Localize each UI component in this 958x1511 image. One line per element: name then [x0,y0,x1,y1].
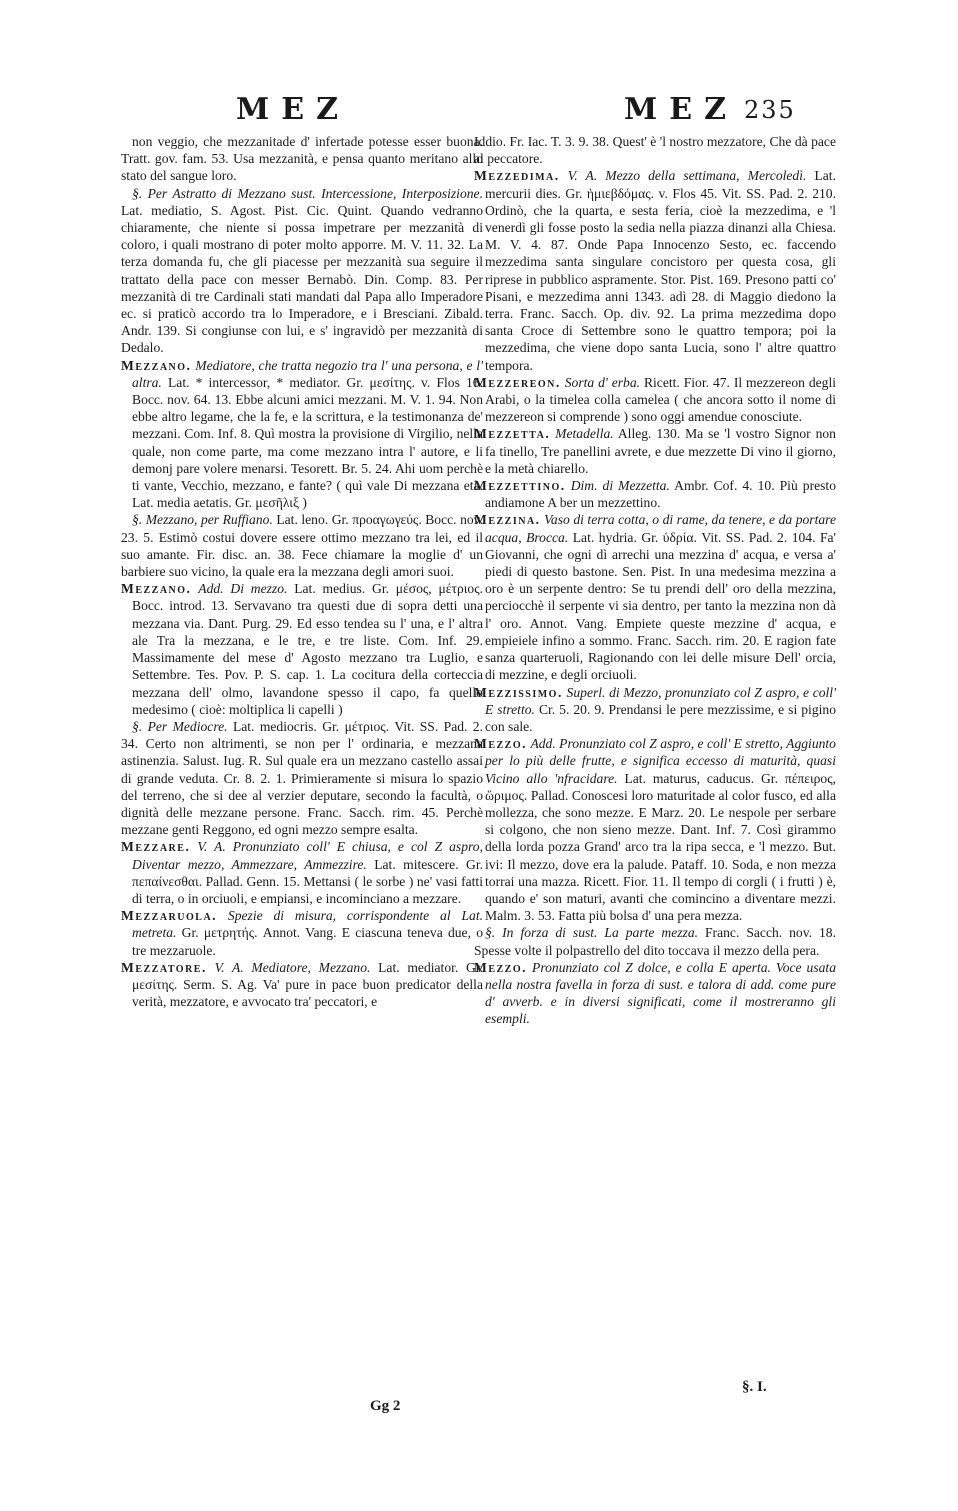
sense-text: Lat. leno. Gr. προαγωγεύς. Bocc. nov. 23. 5. Estimò costui dovere essere ottimo mezzano tra lei, ed il suo amante. Fir. disc. an. 38. Fece chiamare la moglie d' un barbiere suo vicino, la quale era la mezzana degli amori suoi. [121,512,483,580]
headword: Mezzettino. [474,478,566,494]
headword: Mezzano. [121,581,192,597]
entry-text: Lat. mercurii dies. Gr. ἡμιεβδόμας. v. Flos 45. Vit. SS. Pad. 2. 210. Ordinò, che la quarta, e sesta feria, cioè la mezzedima, e 'l venerdì gli fosse posto la sedia nella piazza dinanzi alla Chiesa. M. V. 4. 87. Onde Papa Innocenzo Sesto, ec. faccendo mezzedima santa singulare concistoro per questa cosa, gli riprese in pubblico aspramente. Stor. Pist. 169. Presono patti co' Pisani, e mezzedima anni 1343. adì 28. di Maggio diedono la terra. Franc. Sacch. Op. div. 92. La prima mezzedima dopo santa Croce di Settembre sono le quattro tempora; poi la mezzedima, che viene dopo santa Lucia, sono l' altre quattro tempora. [485,168,836,373]
entry-text: Ricett. Fior. 47. Il mezzereon degli Arabi, o la timelea colla camelea ( che ancora sotto il nome di mezzereon si comprende ) sono oggi amendue conosciute. [485,374,836,425]
sense-paragraph [121,511,483,580]
entry-definition: V. A. Mezzo della settimana, Mercoledì. [567,168,807,184]
entry-text: Alleg. 130. Ma se 'l vostro Signor non fa tinello, Tre panellini avrete, e due mezzette Di vino il giorno, e la metà chiarello. [485,426,836,476]
continuation-paragraph: non veggio, che mezzanitade d' infertade potesse esser buona. Tratt. gov. fam. 53. Usa mezzanità, e pensa quanto meritano allo stato del sangue loro. [121,134,483,184]
headword: Mezzare. [121,839,191,855]
entry-mezzo-2 [474,959,836,1028]
entry-definition: Mediatore, che tratta negozio tra l' una persona, e l' altra. [132,357,483,390]
headword: Mezzetta. [474,426,551,442]
entry-text: Ambr. Cof. 4. 10. Più presto andiamone A ber un mezzettino. [485,478,837,511]
entry-mezzano-1 [121,357,483,512]
sense-paragraph [474,924,836,958]
left-column [121,133,483,1010]
entry-text: Cr. 5. 20. 9. Prendansi le pere mezzissime, e si pigino con sale. [485,701,836,734]
headword: Mezzatore. [121,959,207,975]
entry-text: Lat. maturus, caducus. Gr. πέπειρος, ὥριμος. Pallad. Conoscesi loro maturitade al color fusco, ed alla mollezza, che sono mezze. E Marz. 20. Le nespole per serbare si colgono, che non sieno mezze. Dant. Inf. 7. Così girammo della lorda pozza Grand' arco tra la ripa secca, e 'l mezzo. But. ivi: Il mezzo, dove era la palude. Pataff. 10. Soda, e non mezza torrai una mazza. Ricett. Fior. 11. Il tempo di corgli ( i frutti ) è, quando e' son maturi, avanti che comincino a diventare mezzi. Malm. 3. 53. Fatta più bolsa d' una pera mezza. [485,770,837,924]
catchword: §. I. [742,1379,767,1395]
signature-mark: Gg 2 [370,1398,401,1414]
entry-text: Lat. medius. Gr. μέσος, μέτριος. Bocc. introd. 13. Servavano tra questi due di sopra detti una mezzana via. Dant. Purg. 29. Ed esso tendea su l' una, e l' altra ale Tra la mezzana, e le tre, e tre liste. Com. Inf. 29. Massimamente del mese d' Agosto mezzano tra Luglio, e Settembre. Tes. Pov. P. S. cap. 1. La cocitura della corteccia mezzana dell' olmo, lavandone spesso il capo, fa quello medesimo ( cioè: moltiplica li capelli ) [132,581,483,717]
entry-definition: Superl. di Mezzo, pronunziato col Z aspro, e coll' E stretto. [485,684,836,717]
entry-mezzo-1 [474,735,836,924]
entry-definition: Pronunziato col Z dolce, e colla E aperta. Voce usata nella nostra favella in forza di sust. e talora di add. come pure d' avverb. e in diversi significati, come il mostreranno gli esempli. [485,959,836,1027]
headword: Mezzedima. [474,168,560,184]
entry-definition: Metadella. [555,426,614,442]
running-head-left: MEZ [236,92,350,127]
running-head-right: MEZ [624,92,738,127]
page-number: 235 [744,96,796,124]
sense-definition: §. Per Astratto di Mezzano sust. Intercessione, Interposizione. [132,185,483,201]
entry-definition: Add. Pronunziato col Z aspro, e coll' E stretto, Aggiunto per lo più delle frutte, e significa eccesso di maturità, quasi Vicino allo 'nfracidare. [485,736,836,786]
entry-mezzare [121,838,483,907]
continuation-paragraph: Iddio. Fr. Iac. T. 3. 9. 38. Quest' è 'l nostro mezzatore, Che dà pace al peccatore. [474,134,836,167]
sense-definition: §. Per Mediocre. [132,718,228,734]
headword: Mezzissimo. [474,684,563,700]
entry-text: Lat. mitescere. Gr. πεπαίνεσθαι. Pallad. Genn. 15. Mettansi ( le sorbe ) ne' vasi fatti di terra, o in orciuoli, e empiansi, e incominciano a mezzare. [132,856,483,906]
entry-text: Lat. hydria. Gr. ὑδρία. Vit. SS. Pad. 2. 104. Fa' Giovanni, che ogni dì arrechi una mezzina d' acqua, e versa a' piedi di questo bastone. Sen. Pist. In una medesima mezzina a oro è un serpente dentro: Se tu prendi dell' oro della mezzina, perciocchè il serpente vi sia dentro, per tanto la mezzina non dà l' oro. Annot. Vang. Empiete queste mezzine d' acqua, e empieiele infino a sommo. Franc. Sacch. rim. 20. E ragion fate sanza quarteruoli, Ragionando con lei delle misure Dell' orcia, di mezzine, e degli orciuoli. [485,529,837,683]
headword: Mezzina. [474,512,541,528]
entry-text: Gr. μετρητής. Annot. Vang. E ciascuna teneva due, o tre mezzaruole. [132,925,484,958]
headword: Mezzano. [121,357,192,373]
headword: Mezzereon. [474,374,561,390]
entry-definition: V. A. Mediatore, Mezzano. [214,959,371,975]
sense-text: Franc. Sacch. nov. 18. Spesse volte il polpastrello del dito toccava il mezzo della pera. [474,925,836,958]
right-column [474,133,836,1028]
running-head [0,92,958,132]
entry-text: Lat. mediator. Gr. μεσίτης. Serm. S. Ag. Va' pure in pace buon predicator della verità, mezzatore, e avvocato tra' peccatori, e [132,959,483,1010]
entry-definition: Add. Di mezzo. [198,581,288,597]
entry-mezzina [474,511,836,683]
sense-paragraph [121,185,483,357]
entry-mezzano-2 [121,580,483,718]
entry-text: Lat. * intercessor, * mediator. Gr. μεσίτης. v. Flos 16. Bocc. nov. 64. 13. Ebbe alcuni amici mezzani. M. V. 1. 94. Non ebbe altro legame, che la fe, e la scrittura, e la testimonanza de' mezzani. Com. Inf. 8. Quì mostra la provisione di Virgilio, nella quale, non come parte, ma come mezzano intra l' autore, e li demonj pare volere menarsi. Tesorett. Br. 5. 24. Ahi uom perchè ti vante, Vecchio, mezzano, e fante? ( quì vale Di mezzana età. Lat. media aetatis. Gr. μεσῆλιξ ) [132,374,483,511]
entry-mezzereon [474,374,836,426]
sense-definition: §. Mezzano, per Ruffiano. [132,512,273,528]
headword: Mezzo. [474,736,528,752]
entry-mezzedima [474,167,836,373]
entry-definition: Dim. di Mezzetta. [570,478,670,494]
sense-paragraph [121,718,483,838]
headword: Mezzaruola. [121,908,218,924]
entry-mezzissimo [474,684,836,736]
sense-text: Lat. mediocris. Gr. μέτριος. Vit. SS. Pad. 2. 34. Certo non altrimenti, se non per l' ordinaria, e mezzana astinenzia. Salust. Iug. R. Sul quale era un mezzano castello assai di grande veduta. Cr. 8. 2. 1. Primieramente si misura lo spazio del terreno, che si dee al verzier deputare, secondo la facultà, o dignità delle mezzane persone. Franc. Sacch. rim. 45. Perchè mezzane genti Reggono, ed ogni mezzo sempre esalta. [121,718,483,838]
entry-definition: Spezie di misura, corrispondente al Lat. metreta. [132,908,483,941]
entry-mezzetta [474,425,836,477]
sense-definition: §. In forza di sust. La parte mezza. [485,925,699,941]
entry-mezzettino [474,477,836,511]
entry-definition: Vaso di terra cotta, o di rame, da tenere, e da portare acqua, Brocca. [485,512,836,545]
entry-definition: V. A. Pronunziato coll' E chiusa, e col Z aspro, Diventar mezzo, Ammezzare, Ammezzire. [132,839,483,872]
sense-text: Lat. mediatio, S. Agost. Pist. Cic. Quint. Quando vedranno chiaramente, che niente si possa impetrare per mezzanità di coloro, i quali mostrano di poter molto apporre. M. V. 11. 32. La terza domanda fu, che gli piacesse per mezzanità sua seguire il trattato della pace con messer Bernabò. Din. Comp. 83. Per mezzanità di tre Cardinali stati mandati dal Papa allo Imperadore ec. si praticò accordo tra lo Imperadore, e i Bresciani. Zibald. Andr. 139. Si congiunse con lui, e s' ingravidò per mezzanità di Dedalo. [121,202,483,356]
headword: Mezzo. [474,959,528,975]
entry-mezzaruola [121,907,483,959]
entry-mezzatore [121,959,483,1011]
entry-definition: Sorta d' erba. [564,374,641,390]
